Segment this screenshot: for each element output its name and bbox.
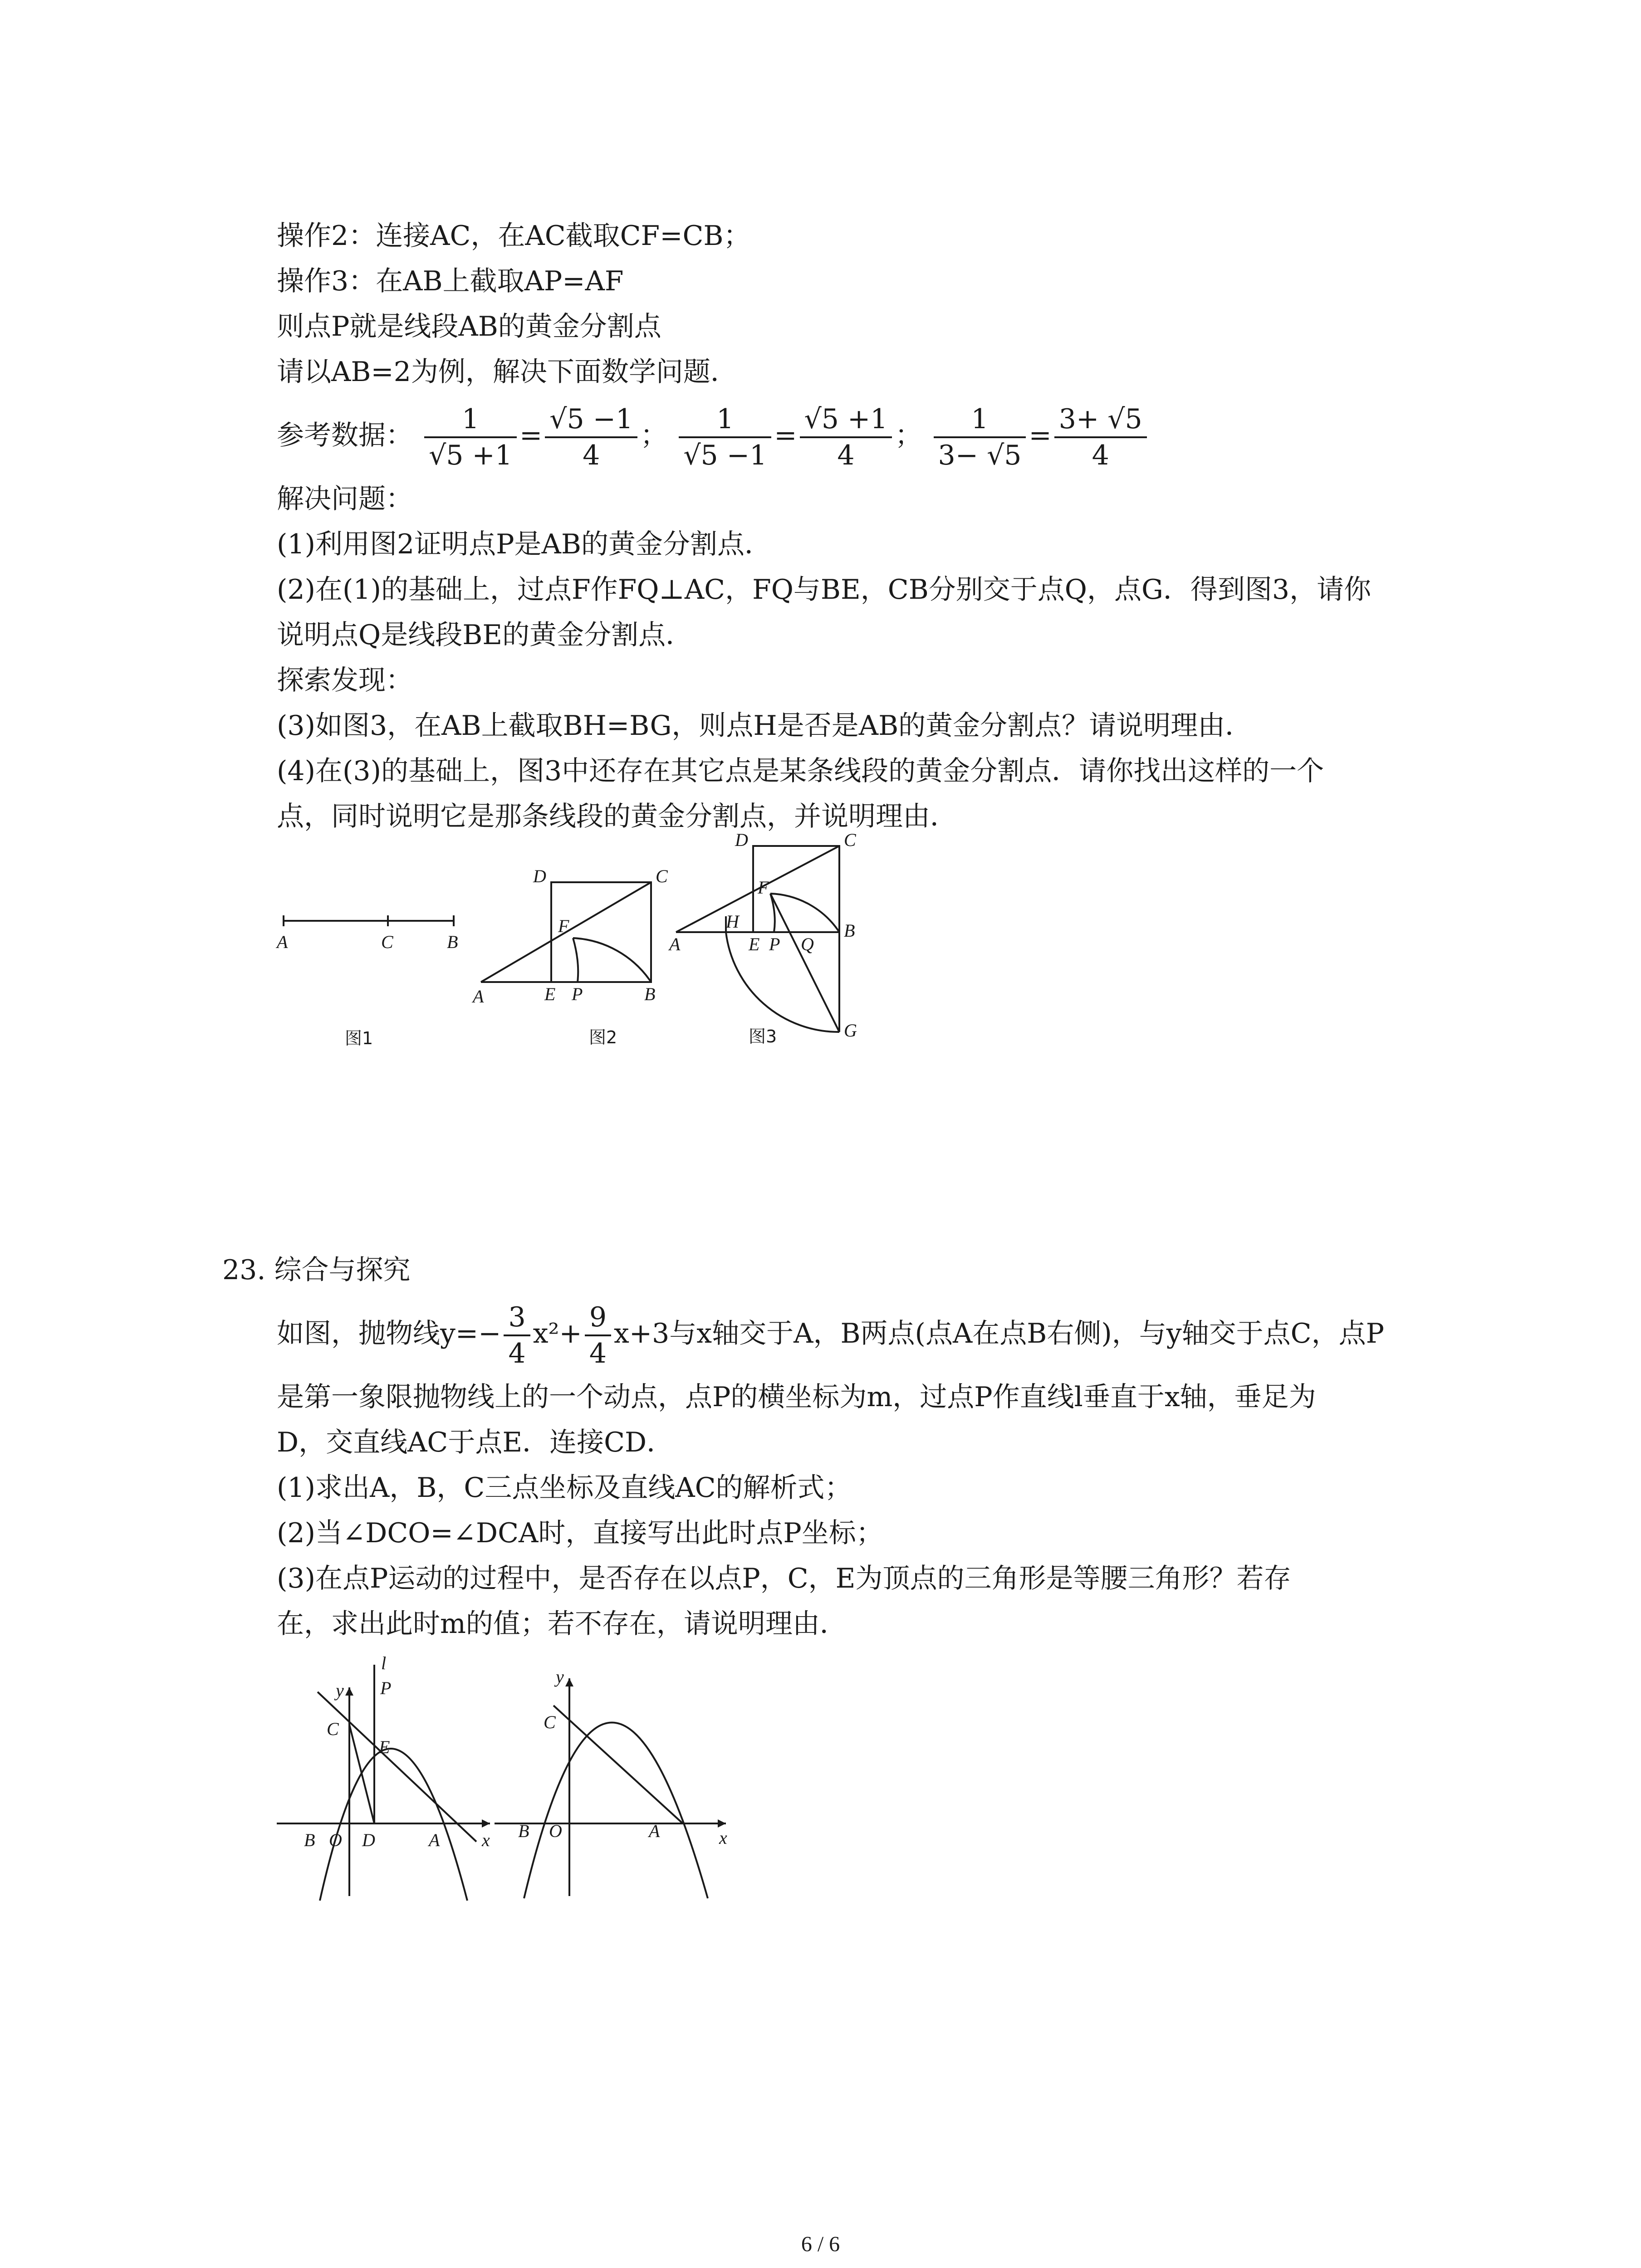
- page-number: 6 / 6: [801, 2232, 840, 2256]
- fig3-label-p: P: [769, 934, 780, 954]
- question-1: (1)利用图2证明点P是AB的黄金分割点．: [277, 528, 772, 560]
- fig2-label-p: P: [572, 984, 583, 1004]
- question-3: (3)如图3，在AB上截取BH=BG，则点H是否是AB的黄金分割点？请说明理由．: [277, 710, 1253, 742]
- problem-23-question-2: (2)当∠DCO=∠DCA时，直接写出此时点P坐标；: [277, 1517, 883, 1549]
- figa-label-a: A: [429, 1830, 440, 1850]
- fig3-label-h: H: [726, 911, 739, 932]
- conclusion-line: 则点P就是线段AB的黄金分割点: [277, 311, 661, 342]
- arc-cf: [573, 938, 651, 982]
- ref2-left-fraction: $\frac{1}{√5 -1}$: [679, 402, 771, 473]
- figure-3: [667, 826, 867, 1052]
- fig1-label-b: B: [447, 932, 458, 952]
- figa-label-o: O: [329, 1830, 342, 1850]
- ref1-left-fraction: $\frac{1}{√5 +1}$: [424, 402, 517, 473]
- fig1-caption: 图1: [345, 1028, 373, 1048]
- problem-23-question-3-line-1: (3)在点P运动的过程中，是否存在以点P，C，E为顶点的三角形是等腰三角形？若存: [277, 1563, 1291, 1594]
- question-4-line-1: (4)在(3)的基础上，图3中还存在其它点是某条线段的黄金分割点．请你找出这样的一个: [277, 755, 1324, 787]
- fig2-label-a: A: [473, 986, 484, 1007]
- fig3-label-e: E: [749, 934, 760, 954]
- question-2-line-2: 说明点Q是线段BE的黄金分割点．: [277, 619, 693, 651]
- problem-23-line-3: D，交直线AC于点E．连接CD．: [277, 1427, 674, 1458]
- fig3-label-a: A: [669, 934, 681, 954]
- fig3-label-g: G: [844, 1020, 857, 1041]
- ref2-right-fraction: $\frac{√5 +1}{4}$: [800, 402, 892, 473]
- figa-label-y: y: [336, 1680, 344, 1701]
- fig3-caption: 图3: [749, 1026, 777, 1046]
- op3-line: 操作3：在AB上截取AP=AF: [277, 265, 624, 297]
- fig2-label-e: E: [544, 984, 556, 1004]
- fig1-label-a: A: [277, 932, 288, 952]
- reference-label: 参考数据：: [277, 420, 413, 451]
- instruction-line: 请以AB=2为例，解决下面数学问题．: [277, 356, 738, 388]
- fig2-label-c: C: [656, 866, 668, 886]
- ref3-right-fraction: $\frac{3+ √5}{4}$: [1054, 402, 1147, 473]
- figa-label-d: D: [362, 1830, 375, 1850]
- figa-label-b: B: [304, 1830, 315, 1850]
- problem-23-heading: 23. 综合与探究: [222, 1254, 411, 1286]
- fig3-label-f: F: [758, 877, 769, 898]
- figb-label-o: O: [549, 1821, 562, 1841]
- figure-2: [463, 862, 690, 1052]
- figb-label-b: B: [518, 1821, 529, 1841]
- segment-cd: [349, 1725, 374, 1823]
- figa-label-x: x: [482, 1830, 490, 1850]
- problem-23-line-2: 是第一象限抛物线上的一个动点，点P的横坐标为m，过点P作直线l垂直于x轴，垂足为: [277, 1381, 1316, 1413]
- problem-23-line-1: 如图，抛物线y=− $\frac{3}{4}$ x²+ $\frac{9}{4}$ x+3与x轴交于A，B两点(点A在点B右侧)，与y轴交于点C，点P: [277, 1297, 1384, 1371]
- fig3-label-c: C: [844, 830, 856, 850]
- fig3-label-b: B: [844, 920, 855, 941]
- parabola-figure-b: [490, 1651, 735, 1905]
- fig1-label-c: C: [381, 932, 393, 952]
- figa-label-c: C: [327, 1719, 339, 1739]
- fig2-caption: 图2: [589, 1027, 617, 1047]
- coef-fraction-2: $\frac{9}{4}$: [585, 1300, 611, 1371]
- ref1-right-fraction: $\frac{√5 -1}{4}$: [545, 402, 637, 473]
- coef-fraction-1: $\frac{3}{4}$: [504, 1300, 530, 1371]
- reference-data: 参考数据： $\frac{1}{√5 +1}$ = $\frac{√5 -1}{4}$ ； $\frac{1}{√5 -1}$ = $\frac{√5 +1}{4}$ ； $\frac{1}{3- √5}$ = $\frac{3+ √5}{4}$: [277, 399, 1150, 473]
- problem-23-question-1: (1)求出A，B，C三点坐标及直线AC的解析式；: [277, 1472, 852, 1504]
- question-2-line-1: (2)在(1)的基础上，过点F作FQ⊥AC，FQ与BE，CB分别交于点Q，点G．得到图3，请你: [277, 574, 1372, 606]
- problem-23-question-3-line-2: 在，求出此时m的值；若不存在，请说明理由．: [277, 1608, 847, 1640]
- x-axis-arrow-icon: [482, 1819, 490, 1828]
- figa-label-p: P: [380, 1678, 392, 1698]
- x-axis-arrow-icon: [718, 1819, 726, 1828]
- parabola: [320, 1749, 467, 1901]
- y-axis-arrow-icon: [345, 1687, 353, 1696]
- y-axis-arrow-icon: [565, 1678, 573, 1686]
- fig2-label-f: F: [558, 916, 569, 936]
- figa-label-l: l: [381, 1653, 387, 1673]
- arc-hg: [726, 932, 839, 1032]
- figure-1: [272, 898, 463, 1052]
- ref3-left-fraction: $\frac{1}{3- √5}$: [934, 402, 1026, 473]
- figb-label-x: x: [719, 1828, 727, 1848]
- figa-label-e: E: [379, 1737, 390, 1757]
- segment-fg: [770, 894, 839, 1032]
- parabola: [524, 1723, 708, 1899]
- fig3-label-d: D: [735, 830, 748, 850]
- figb-label-c: C: [544, 1712, 556, 1732]
- arc-fp: [573, 938, 578, 982]
- parabola-figure-a: [272, 1651, 499, 1905]
- figb-label-a: A: [649, 1821, 660, 1841]
- fig3-label-q: Q: [801, 934, 814, 954]
- fig2-label-d: D: [533, 866, 546, 886]
- explore-heading: 探索发现：: [277, 665, 413, 696]
- solve-heading: 解决问题：: [277, 483, 413, 515]
- question-4-line-2: 点，同时说明它是那条线段的黄金分割点，并说明理由．: [277, 801, 957, 832]
- fig2-label-b: B: [644, 984, 656, 1004]
- op2-line: 操作2：连接AC，在AC截取CF=CB；: [277, 220, 751, 252]
- figb-label-y: y: [556, 1667, 564, 1687]
